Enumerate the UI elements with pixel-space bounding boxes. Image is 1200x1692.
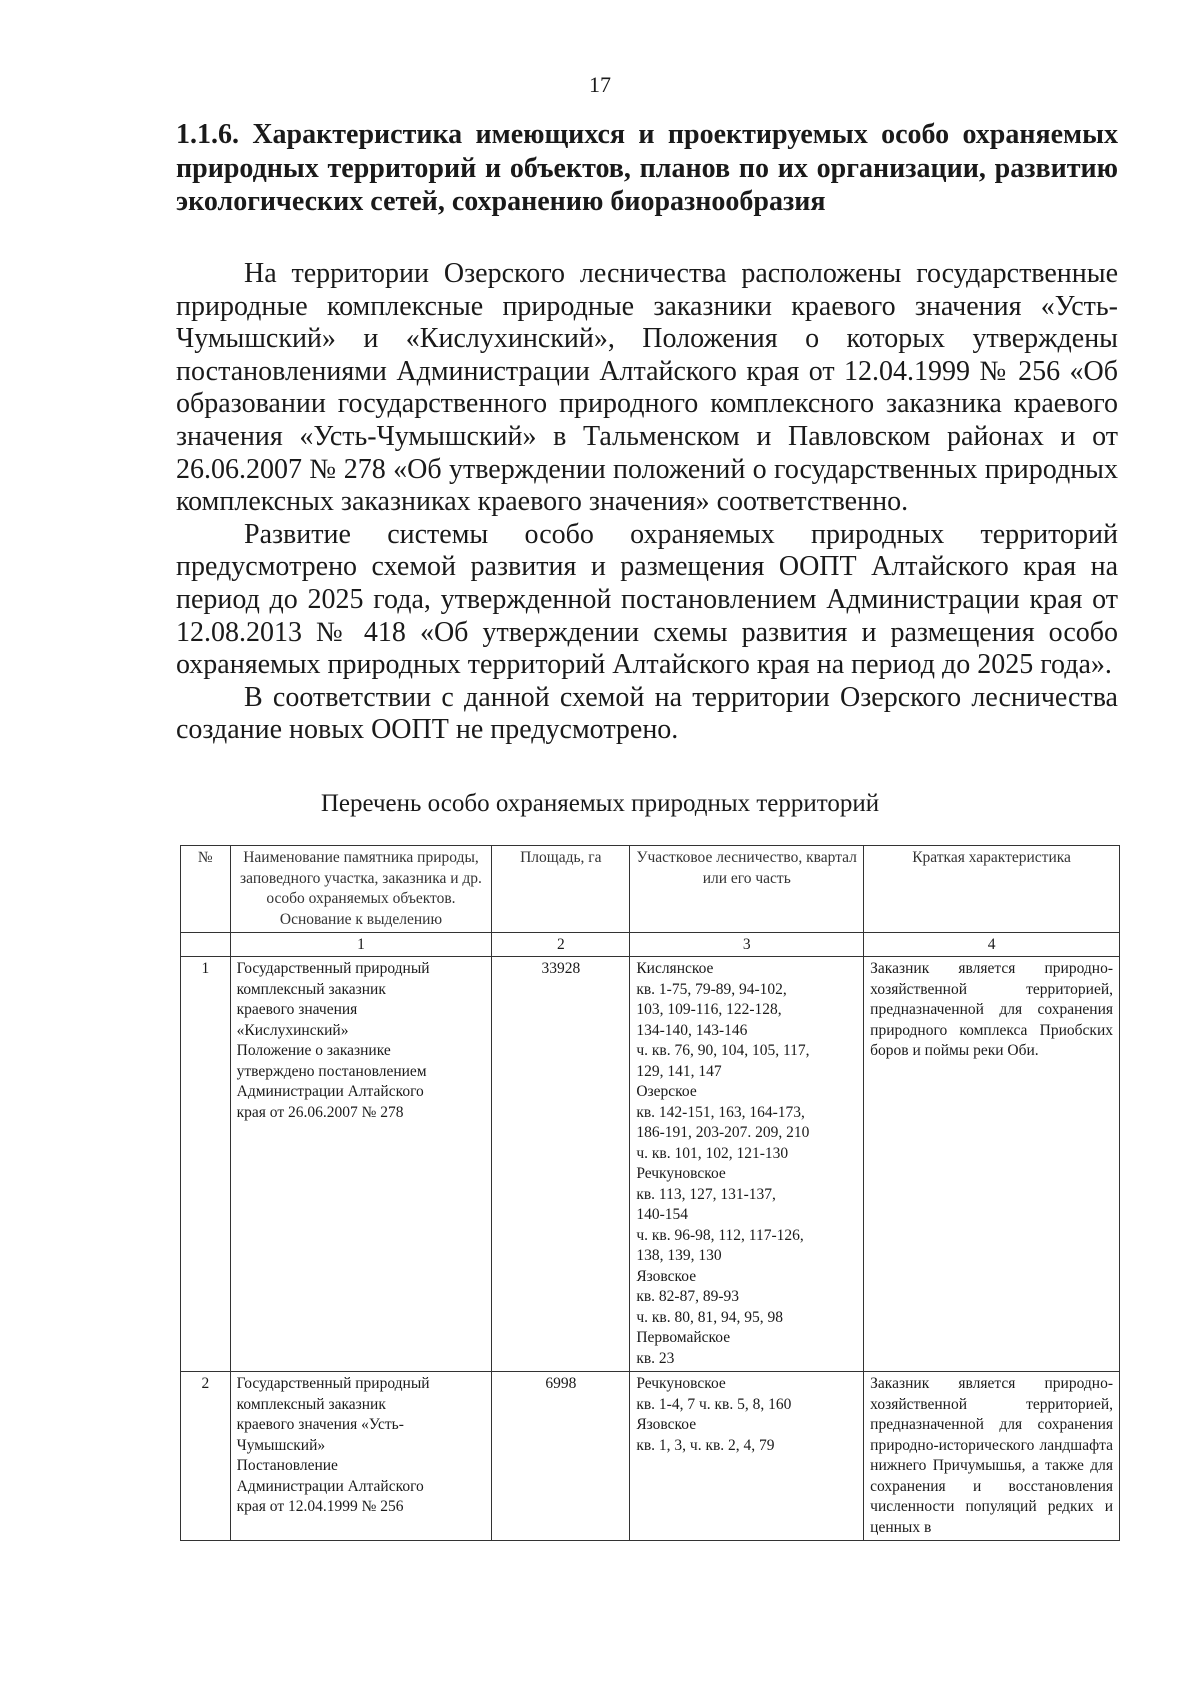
location-line: Озерское xyxy=(636,1083,697,1100)
location-line: ч. кв. 80, 81, 94, 95, 98 xyxy=(636,1308,783,1326)
row-description: Заказник является природно-хозяйственной территорией, предназначенной для сохранения природного комплекса Приобских боров и поймы реки Оби. xyxy=(864,957,1120,1372)
body-text xyxy=(176,258,1118,747)
location-line: кв. 1-4, 7 ч. кв. 5, 8, 160 xyxy=(636,1395,792,1413)
location-line: 103, 109-116, 122-128, xyxy=(636,1001,782,1018)
location-line: Речкуновское xyxy=(636,1165,726,1182)
paragraph: На территории Озерского лесничества расположены государственные природные комплексные природные заказники краевого значения «Усть-Чумышский» и «Кислухинский», Положения о которых утверждены постановлениями Администрации Алтайского края от 12.04.1999 № 256 «Об образовании государственного природного комплексного заказника краевого значения «Усть-Чумышский» в Тальменском и Павловском районах и от 26.06.2007 № 278 «Об утверждении положений о государственных природных комплексных заказниках краевого значения» соответственно. xyxy=(176,258,1118,518)
name-line: Государственный природный xyxy=(236,1375,430,1392)
location-line: 129, 141, 147 xyxy=(636,1062,722,1080)
section-heading: 1.1.6. Характеристика имеющихся и проектируемых особо охраняемых природных территорий и объектов, планов по их организации, развитию экологических сетей, сохранению биоразнообразия xyxy=(176,119,1118,217)
name-line: комплексный заказник xyxy=(236,980,386,998)
header-number: № xyxy=(181,846,231,933)
header-area: Площадь, га xyxy=(492,846,630,933)
location-line: Язовское xyxy=(636,1267,697,1285)
location-line: Язовское xyxy=(636,1416,697,1433)
row-name xyxy=(230,1372,492,1541)
location-line: кв. 1-75, 79-89, 94-102, xyxy=(636,980,787,998)
name-line: комплексный заказник xyxy=(236,1395,386,1413)
name-line: краевого значения «Усть- xyxy=(236,1416,404,1433)
table-caption: Перечень особо охраняемых природных территорий xyxy=(320,790,880,817)
column-number-row xyxy=(181,933,1120,957)
location-line: 138, 139, 130 xyxy=(636,1247,722,1264)
location-line: ч. кв. 76, 90, 104, 105, 117, xyxy=(636,1042,810,1059)
location-line: кв. 113, 127, 131-137, xyxy=(636,1185,776,1203)
row-location xyxy=(630,957,864,1372)
row-area: 6998 xyxy=(492,1372,630,1541)
name-line: Администрации Алтайского xyxy=(236,1083,424,1100)
row-number: 2 xyxy=(181,1372,231,1541)
name-line: края от 26.06.2007 № 278 xyxy=(236,1103,404,1121)
location-line: 186-191, 203-207. 209, 210 xyxy=(636,1124,810,1141)
column-number-cell: 2 xyxy=(492,933,630,957)
row-number: 1 xyxy=(181,957,231,1372)
location-line: ч. кв. 101, 102, 121-130 xyxy=(636,1144,789,1162)
location-line: кв. 82-87, 89-93 xyxy=(636,1288,739,1305)
table-row xyxy=(181,1372,1120,1541)
location-line: ч. кв. 96-98, 112, 117-126, xyxy=(636,1226,804,1244)
location-line: Речкуновское xyxy=(636,1375,726,1392)
name-line: краевого значения xyxy=(236,1001,358,1018)
location-line: кв. 142-151, 163, 164-173, xyxy=(636,1103,805,1121)
table-header-row xyxy=(181,846,1120,933)
column-number-cell: 3 xyxy=(630,933,864,957)
header-name: Наименование памятника природы, заповедного участка, заказника и др. особо охраняемых объектов. Основание к выделению xyxy=(230,846,492,933)
column-number-cell: 1 xyxy=(230,933,492,957)
row-area: 33928 xyxy=(492,957,630,1372)
location-line: 140-154 xyxy=(636,1206,688,1223)
paragraph: В соответствии с данной схемой на территории Озерского лесничества создание новых ООПТ не предусмотрено. xyxy=(176,681,1118,746)
location-line: 134-140, 143-146 xyxy=(636,1021,748,1039)
name-line: Положение о заказнике xyxy=(236,1042,391,1059)
name-line: «Кислухинский» xyxy=(236,1021,349,1039)
column-number-cell: 4 xyxy=(864,933,1120,957)
location-line: кв. 23 xyxy=(636,1349,675,1367)
row-name xyxy=(230,957,492,1372)
name-line: Государственный природный xyxy=(236,960,430,977)
column-number-cell xyxy=(181,933,231,957)
name-line: края от 12.04.1999 № 256 xyxy=(236,1498,404,1515)
location-line: Первомайское xyxy=(636,1329,731,1346)
name-line: Администрации Алтайского xyxy=(236,1477,424,1495)
name-line: утверждено постановлением xyxy=(236,1062,427,1080)
row-location xyxy=(630,1372,864,1541)
page-number: 17 xyxy=(589,72,611,97)
location-line: кв. 1, 3, ч. кв. 2, 4, 79 xyxy=(636,1436,775,1454)
name-line: Постановление xyxy=(236,1457,338,1474)
row-description: Заказник является природно-хозяйственной территорией, предназначенной для сохранения природно-исторического ландшафта нижнего Причумышья, а также для сохранения и восстановления численности популяций редких и ценных в xyxy=(864,1372,1120,1541)
header-description: Краткая характеристика xyxy=(864,846,1120,933)
protected-areas-table xyxy=(180,845,1120,1541)
name-line: Чумышский» xyxy=(236,1436,326,1454)
header-location: Участковое лесничество, квартал или его часть xyxy=(630,846,864,933)
paragraph: Развитие системы особо охраняемых природных территорий предусмотрено схемой развития и размещения ООПТ Алтайского края на период до 2025 года, утвержденной постановлением Администрации края от 12.08.2013 № 418 «Об утверждении схемы развития и размещения особо охраняемых природных территорий Алтайского края на период до 2025 года». xyxy=(176,518,1118,681)
table-row xyxy=(181,957,1120,1372)
location-line: Кислянское xyxy=(636,960,714,977)
